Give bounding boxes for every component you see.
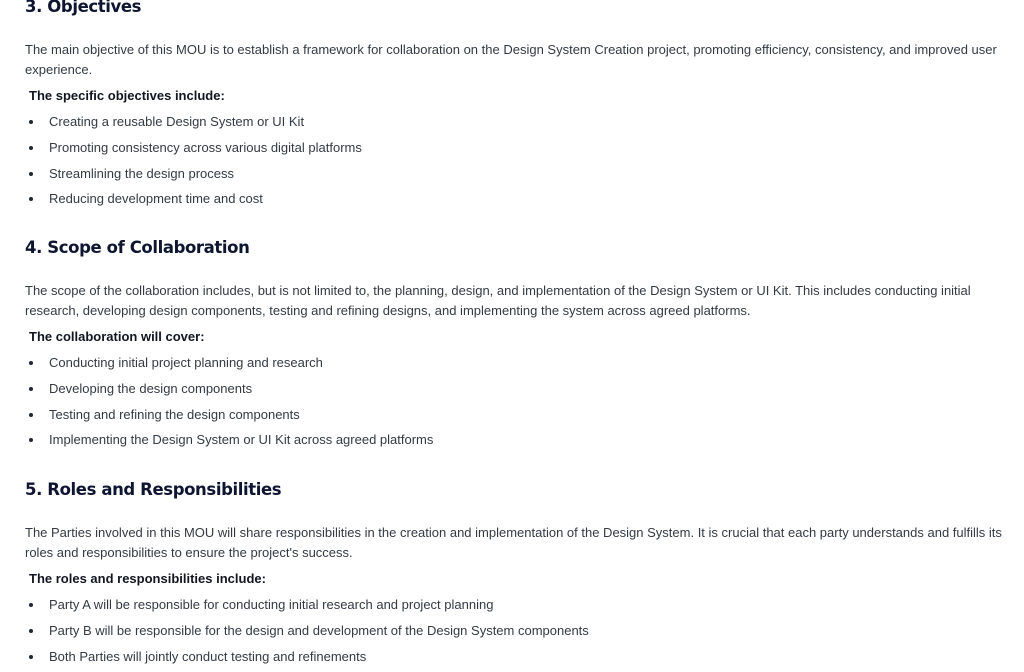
list-item-text: Developing the design components	[49, 380, 253, 396]
bullet-icon	[29, 146, 33, 150]
list-item	[25, 430, 1010, 450]
list-item-text: Party A will be responsible for conducting initial research and project planning	[49, 597, 494, 612]
list-item-text: Reducing development time and cost	[49, 191, 263, 207]
section-heading: 3. Objectives	[25, 0, 142, 16]
list-item-text: Implementing the Design System or UI Kit across agreed platforms	[49, 432, 434, 448]
list-item-text: Streamlining the design process	[49, 165, 234, 181]
list-item	[25, 189, 1010, 209]
list-item-text: Promoting consistency across various digital platforms	[49, 139, 362, 155]
bullet-icon	[29, 361, 33, 365]
bullet-icon	[29, 438, 33, 442]
list-item	[25, 379, 1010, 399]
bullet-list	[25, 595, 1010, 667]
list-item-text: Both Parties will jointly conduct testing and refinements	[49, 648, 367, 664]
list-item	[25, 621, 1010, 641]
bullet-list	[25, 353, 1010, 450]
bullet-icon	[29, 120, 33, 124]
list-item-text: Conducting initial project planning and research	[49, 355, 323, 370]
section-scope-of-collaboration	[25, 235, 1010, 456]
list-item-text: Testing and refining the design components	[49, 406, 300, 422]
section-objectives	[25, 0, 1010, 215]
list-item	[25, 647, 1010, 667]
section-subtitle: The collaboration will cover:	[29, 329, 205, 344]
section-paragraph: The Parties involved in this MOU will share responsibilities in the creation and implementation of the Design System. It is crucial that each party understands and fulfills its roles and responsibilities to ensure the project's success.	[25, 525, 1002, 560]
bullet-icon	[29, 172, 33, 176]
bullet-icon	[29, 413, 33, 417]
bullet-icon	[29, 197, 33, 201]
section-paragraph: The main objective of this MOU is to establish a framework for collaboration on the Design System Creation project, promoting efficiency, consistency, and improved user experience.	[25, 42, 997, 77]
list-item-text: Party B will be responsible for the design and development of the Design System components	[49, 622, 589, 638]
section-paragraph: The scope of the collaboration includes, but is not limited to, the planning, design, and implementation of the Design System or UI Kit. This includes conducting initial research, developing design components, testing and refining designs, and implementing the system across agreed platforms.	[25, 283, 971, 318]
section-heading: 4. Scope of Collaboration	[25, 238, 250, 257]
list-item	[25, 353, 1010, 373]
bullet-icon	[29, 629, 33, 633]
bullet-icon	[29, 655, 33, 659]
list-item	[25, 138, 1010, 158]
list-item-text: Creating a reusable Design System or UI Kit	[49, 114, 305, 129]
bullet-list	[25, 112, 1010, 209]
list-item	[25, 595, 1010, 615]
bullet-icon	[29, 603, 33, 607]
list-item	[25, 112, 1010, 132]
list-item	[25, 164, 1010, 184]
list-item	[25, 405, 1010, 425]
section-subtitle: The specific objectives include:	[29, 88, 225, 103]
section-heading: 5. Roles and Responsibilities	[25, 480, 282, 499]
section-subtitle: The roles and responsibilities include:	[29, 571, 266, 586]
bullet-icon	[29, 387, 33, 391]
section-roles-and-responsibilities	[25, 477, 1010, 672]
